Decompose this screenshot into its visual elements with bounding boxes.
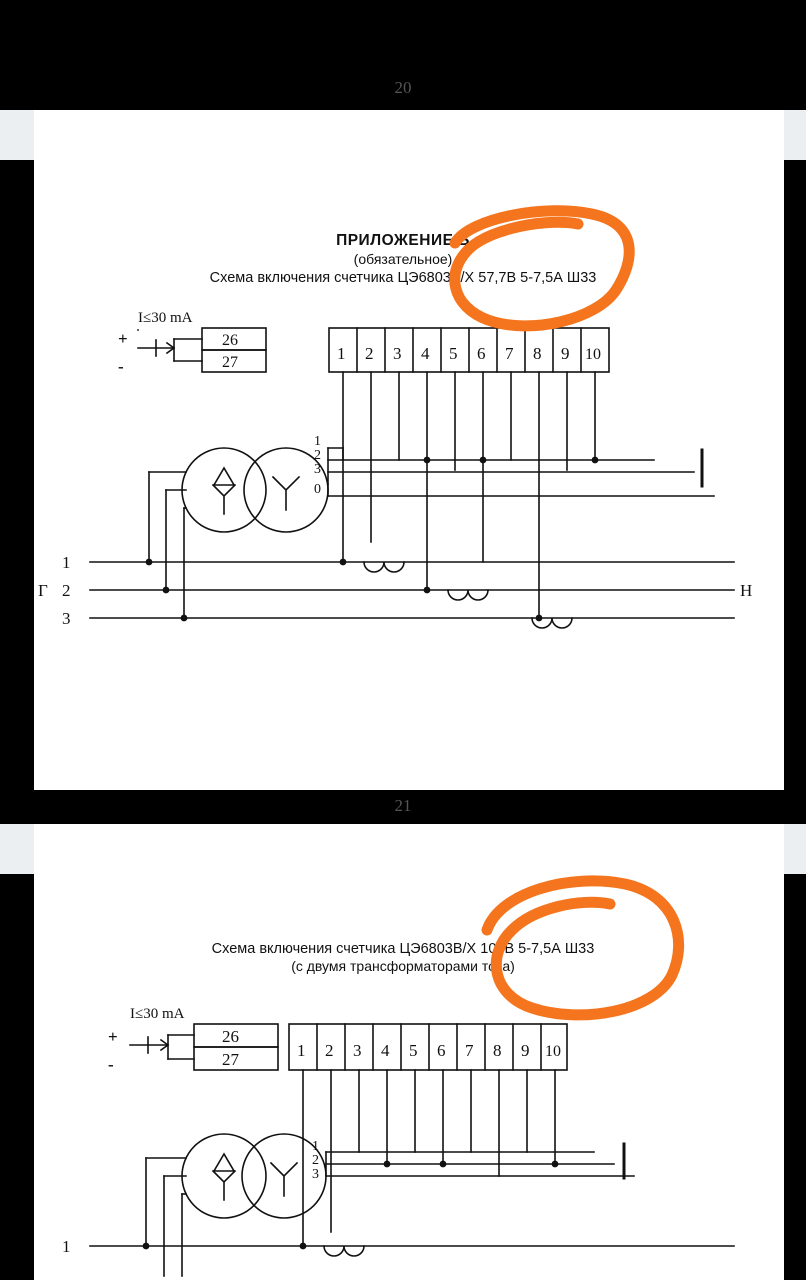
page-number-21: 21 — [394, 796, 412, 815]
current-limit-label-20: I≤30 mA — [138, 310, 193, 326]
line-label-3-20: 3 — [62, 609, 71, 628]
polarity-minus-21: - — [108, 1055, 114, 1074]
terminal-2-21: 2 — [325, 1041, 334, 1060]
ct-coil-1-page21 — [324, 1246, 364, 1256]
terminal-6-20: 6 — [477, 344, 486, 363]
vt-tap-1-20: 1 — [314, 434, 321, 449]
terminal-6-21: 6 — [437, 1041, 446, 1060]
terminal-10-21: 10 — [545, 1043, 561, 1060]
aux-terminal-26-label-21: 26 — [222, 1027, 239, 1046]
vt-tap-2-20: 2 — [314, 448, 321, 463]
polarity-plus-20: + — [118, 329, 128, 348]
scheme-title-2: Схема включения счетчика ЦЭ6803В/Х 100В 5-7,5А Ш33 — [211, 941, 595, 957]
ct-coil-2 — [448, 590, 488, 600]
terminal-9-21: 9 — [521, 1041, 530, 1060]
scheme-title: Схема включения счетчика ЦЭ6803В/Х 57,7В 5-7,5А Ш33 — [209, 270, 597, 286]
terminal-1-20: 1 — [337, 344, 346, 363]
line-label-1-20: 1 — [62, 553, 71, 572]
terminal-7-20: 7 — [505, 344, 514, 363]
vt-tap-1-21: 1 — [312, 1139, 319, 1154]
polarity-plus-21: + — [108, 1027, 118, 1046]
terminal-4-20: 4 — [421, 344, 430, 363]
terminal-3-20: 3 — [393, 344, 402, 363]
ct-coil-1 — [364, 562, 404, 572]
junction-dots-2 — [143, 1161, 559, 1250]
scheme-subtitle-2: (с двумя трансформаторами тока) — [291, 958, 515, 974]
terminal-2-20: 2 — [365, 344, 374, 363]
terminal-8-20: 8 — [533, 344, 542, 363]
terminal-9-20: 9 — [561, 344, 570, 363]
terminal-8-21: 8 — [493, 1041, 502, 1060]
current-limit-label-21: I≤30 mA — [130, 1006, 185, 1022]
appendix-subtitle: (обязательное) — [353, 251, 453, 267]
bus-label-left-20: Г — [38, 581, 48, 600]
terminal-5-21: 5 — [409, 1041, 418, 1060]
terminal-1-21: 1 — [297, 1041, 306, 1060]
terminal-10-20: 10 — [585, 346, 601, 363]
junction-dots — [146, 457, 599, 622]
aux-terminal-27-label-20: 27 — [222, 354, 238, 371]
terminal-7-21: 7 — [465, 1041, 474, 1060]
page-20-title-block — [0, 232, 806, 286]
terminal-4-21: 4 — [381, 1041, 390, 1060]
page-number-20: 20 — [394, 78, 412, 97]
page-21-title-block — [0, 938, 806, 974]
line-label-1-21: 1 — [62, 1237, 71, 1256]
vt-tap-3-21: 3 — [312, 1167, 319, 1182]
terminal-5-20: 5 — [449, 344, 458, 363]
appendix-title: ПРИЛОЖЕНИЕ Б — [336, 232, 470, 249]
line-label-2-20: 2 — [62, 581, 71, 600]
aux-terminal-26-label-20: 26 — [222, 332, 238, 349]
bus-label-right-20: Н — [740, 581, 753, 600]
vt-tap-0-20: 0 — [314, 482, 321, 497]
aux-terminal-27-label-21: 27 — [222, 1050, 239, 1069]
vt-winding-primary — [182, 448, 266, 532]
vt-tap-2-21: 2 — [312, 1153, 319, 1168]
terminal-3-21: 3 — [353, 1041, 362, 1060]
vt-tap-3-20: 3 — [314, 462, 321, 477]
wiring-diagram-page-21 — [34, 1000, 784, 1280]
wiring-diagram-page-20 — [34, 300, 784, 680]
polarity-minus-20: - — [118, 357, 124, 376]
